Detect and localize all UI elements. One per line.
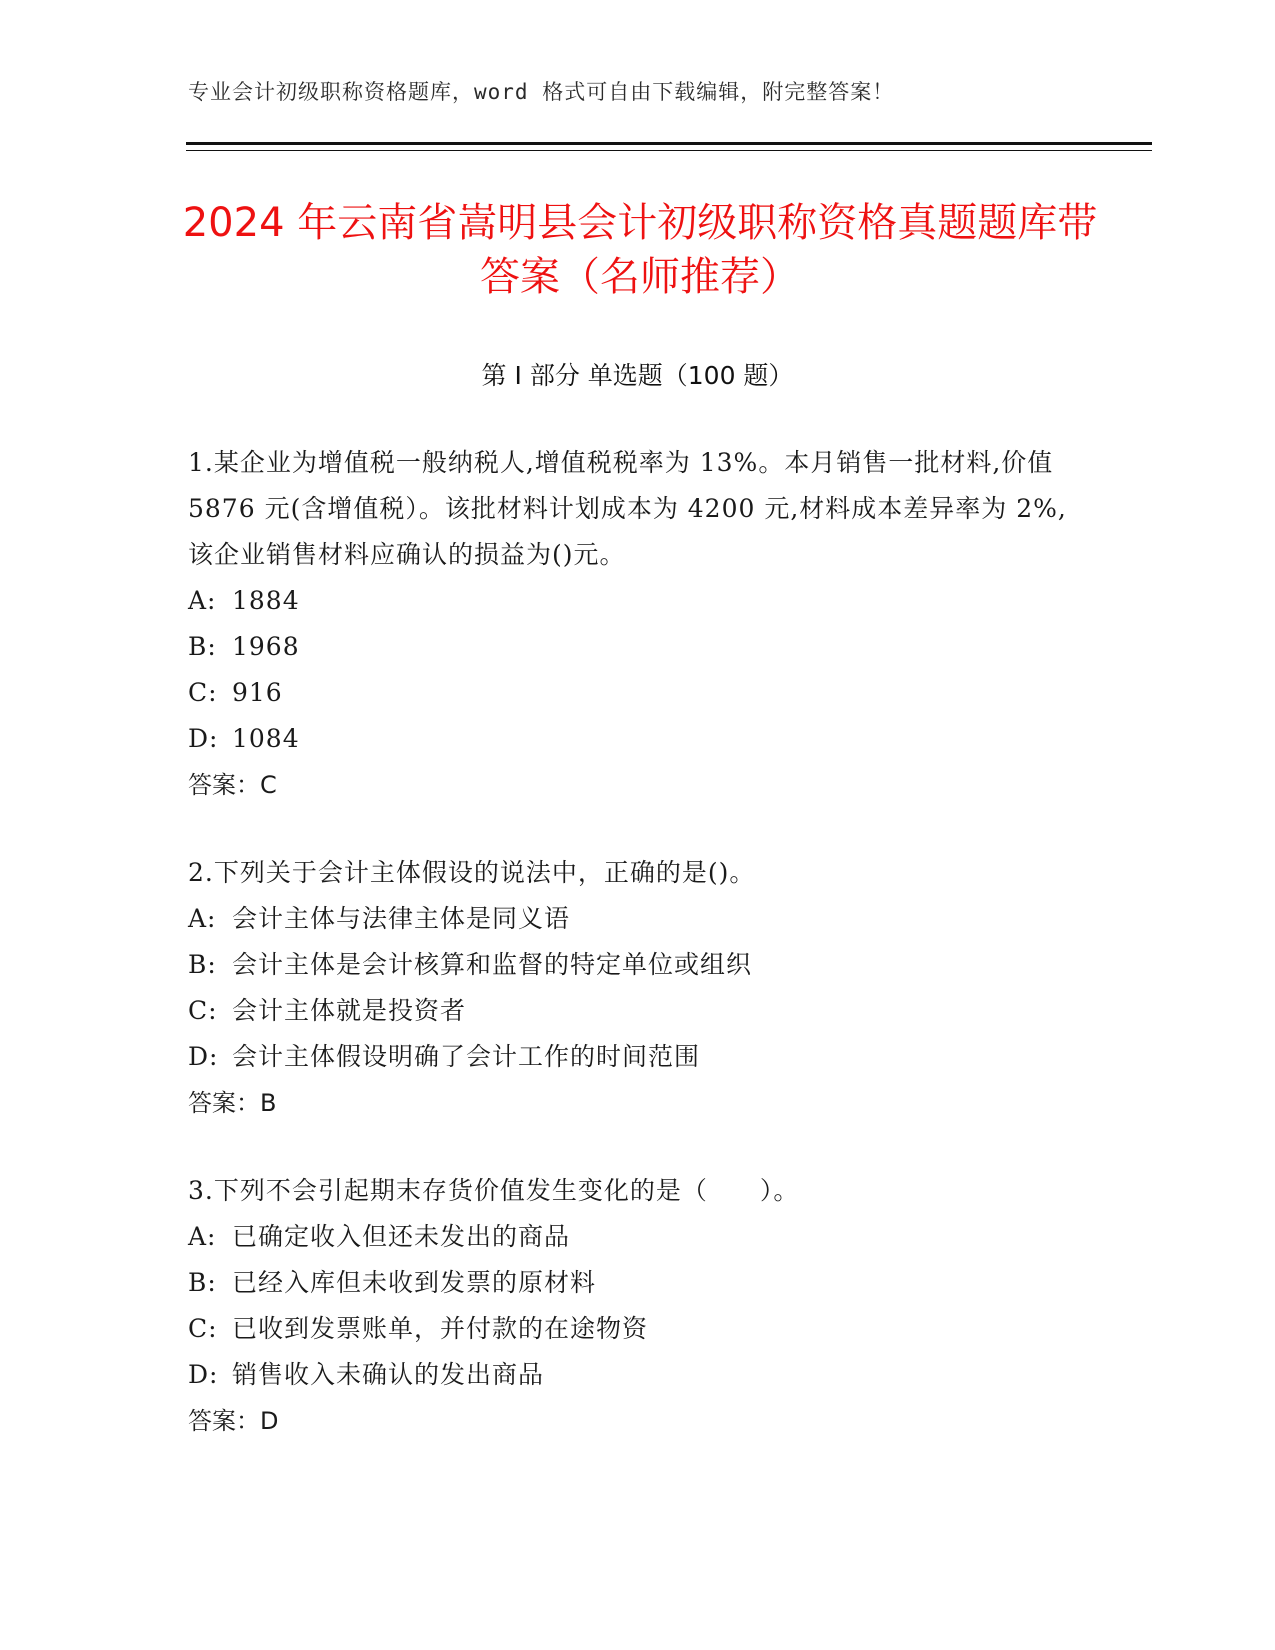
option-a (188, 896, 1078, 942)
question-stem: 1.某企业为增值税一般纳税人,增值税税率为 13%。本月销售一批材料,价值 5876 元(含增值税）。该批材料计划成本为 4200 元,材料成本差异率为 2%,该企业销售材料应确认的损益为()元。 (188, 448, 1067, 569)
section-title: 第 I 部分 单选题（100 题） (481, 361, 794, 390)
document-title: 2024 年云南省嵩明县会计初级职称资格真题题库带答案（名师推荐） (182, 200, 1098, 300)
option-key: B: (188, 1268, 217, 1297)
option-text: 销售收入未确认的发出商品 (232, 1360, 545, 1389)
option-b (188, 1260, 1078, 1306)
option-text: 会计主体假设明确了会计工作的时间范围 (232, 1042, 701, 1071)
option-text: 916 (232, 678, 283, 707)
option-text: 会计主体就是投资者 (232, 996, 467, 1025)
page-header-text: 专业会计初级职称资格题库，word 格式可自由下载编辑，附完整答案！ (188, 80, 895, 104)
header-rule-thin (186, 150, 1152, 151)
option-key: C: (188, 996, 218, 1025)
option-key: A: (188, 1222, 217, 1251)
header-rule-thick (186, 142, 1152, 145)
option-key: C: (188, 1314, 218, 1343)
option-text: 1968 (232, 632, 300, 661)
option-a (188, 578, 1078, 624)
option-c (188, 988, 1078, 1034)
answer: 答案：D (188, 1407, 279, 1435)
answer: 答案：B (188, 1089, 277, 1117)
option-a (188, 1214, 1078, 1260)
option-key: B: (188, 950, 217, 979)
option-text: 会计主体与法律主体是同义语 (232, 904, 571, 933)
option-b (188, 624, 1078, 670)
option-key: D: (188, 1360, 219, 1389)
question-stem: 2.下列关于会计主体假设的说法中，正确的是()。 (188, 858, 756, 887)
question-3 (188, 1168, 1078, 1444)
option-text: 会计主体是会计核算和监督的特定单位或组织 (232, 950, 753, 979)
option-d (188, 1034, 1078, 1080)
option-text: 已确定收入但还未发出的商品 (232, 1222, 571, 1251)
option-text: 已经入库但未收到发票的原材料 (232, 1268, 597, 1297)
option-key: B: (188, 632, 217, 661)
option-key: D: (188, 724, 219, 753)
option-text: 1084 (232, 724, 300, 753)
option-b (188, 942, 1078, 988)
option-text: 1884 (232, 586, 300, 615)
option-key: A: (188, 904, 217, 933)
question-1 (188, 440, 1078, 808)
option-d (188, 716, 1078, 762)
question-2 (188, 850, 1078, 1126)
option-key: A: (188, 586, 217, 615)
answer: 答案：C (188, 771, 277, 799)
option-c (188, 1306, 1078, 1352)
question-stem: 3.下列不会引起期末存货价值发生变化的是（ ）。 (188, 1176, 800, 1205)
option-c (188, 670, 1078, 716)
option-d (188, 1352, 1078, 1398)
option-key: C: (188, 678, 218, 707)
option-text: 已收到发票账单，并付款的在途物资 (232, 1314, 649, 1343)
option-key: D: (188, 1042, 219, 1071)
